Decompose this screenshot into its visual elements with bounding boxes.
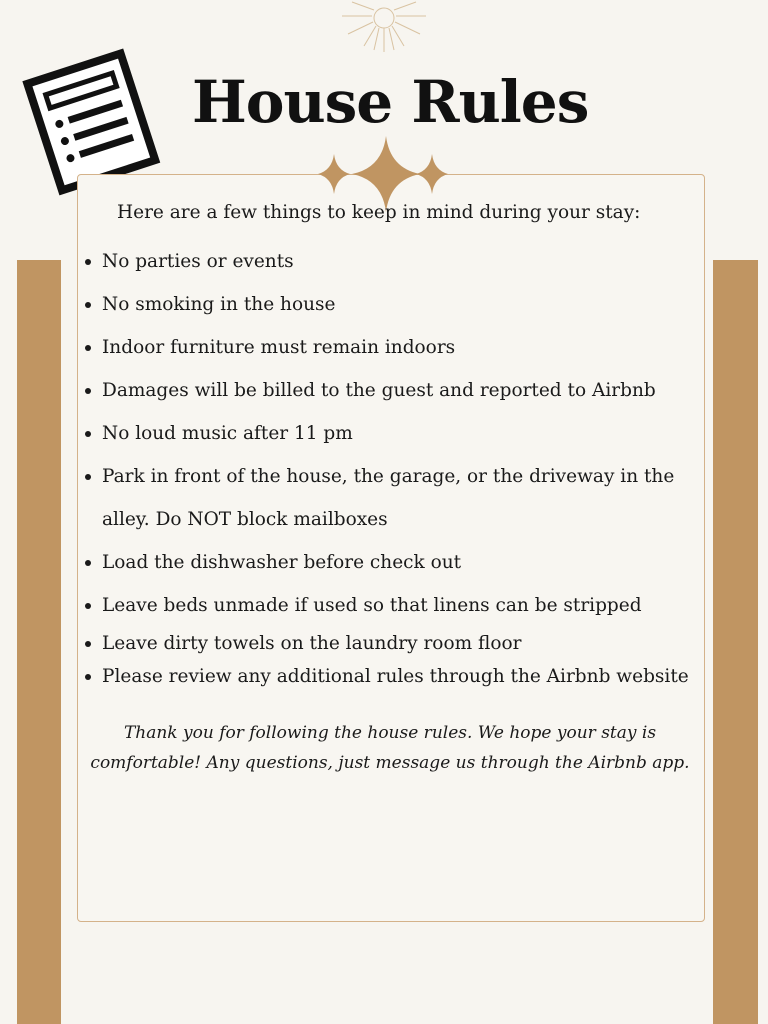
page-title: House Rules xyxy=(192,68,589,136)
left-accent-bar xyxy=(17,260,61,1024)
rule-item: Load the dishwasher before check out xyxy=(80,541,700,584)
sunburst-icon xyxy=(336,0,432,56)
rule-item: Please review any additional rules through the Airbnb website xyxy=(80,660,700,693)
right-accent-bar xyxy=(713,260,758,1024)
rule-item: Leave beds unmade if used so that linens can be stripped xyxy=(80,584,700,627)
intro-text: Here are a few things to keep in mind during your stay: xyxy=(117,202,641,223)
rule-item: Indoor furniture must remain indoors xyxy=(80,326,700,369)
rules-list xyxy=(80,240,700,693)
closing-message: Thank you for following the house rules. We hope your stay is comfortable! Any questions, just message us through the Airbnb app. xyxy=(90,723,690,773)
rule-item: No parties or events xyxy=(80,240,700,283)
rule-item: No smoking in the house xyxy=(80,283,700,326)
rule-item: Leave dirty towels on the laundry room floor xyxy=(80,627,700,660)
rule-item: Damages will be billed to the guest and reported to Airbnb xyxy=(80,369,700,412)
rule-item: No loud music after 11 pm xyxy=(80,412,700,455)
rule-item: Park in front of the house, the garage, or the driveway in the alley. Do NOT block mailboxes xyxy=(80,455,700,541)
